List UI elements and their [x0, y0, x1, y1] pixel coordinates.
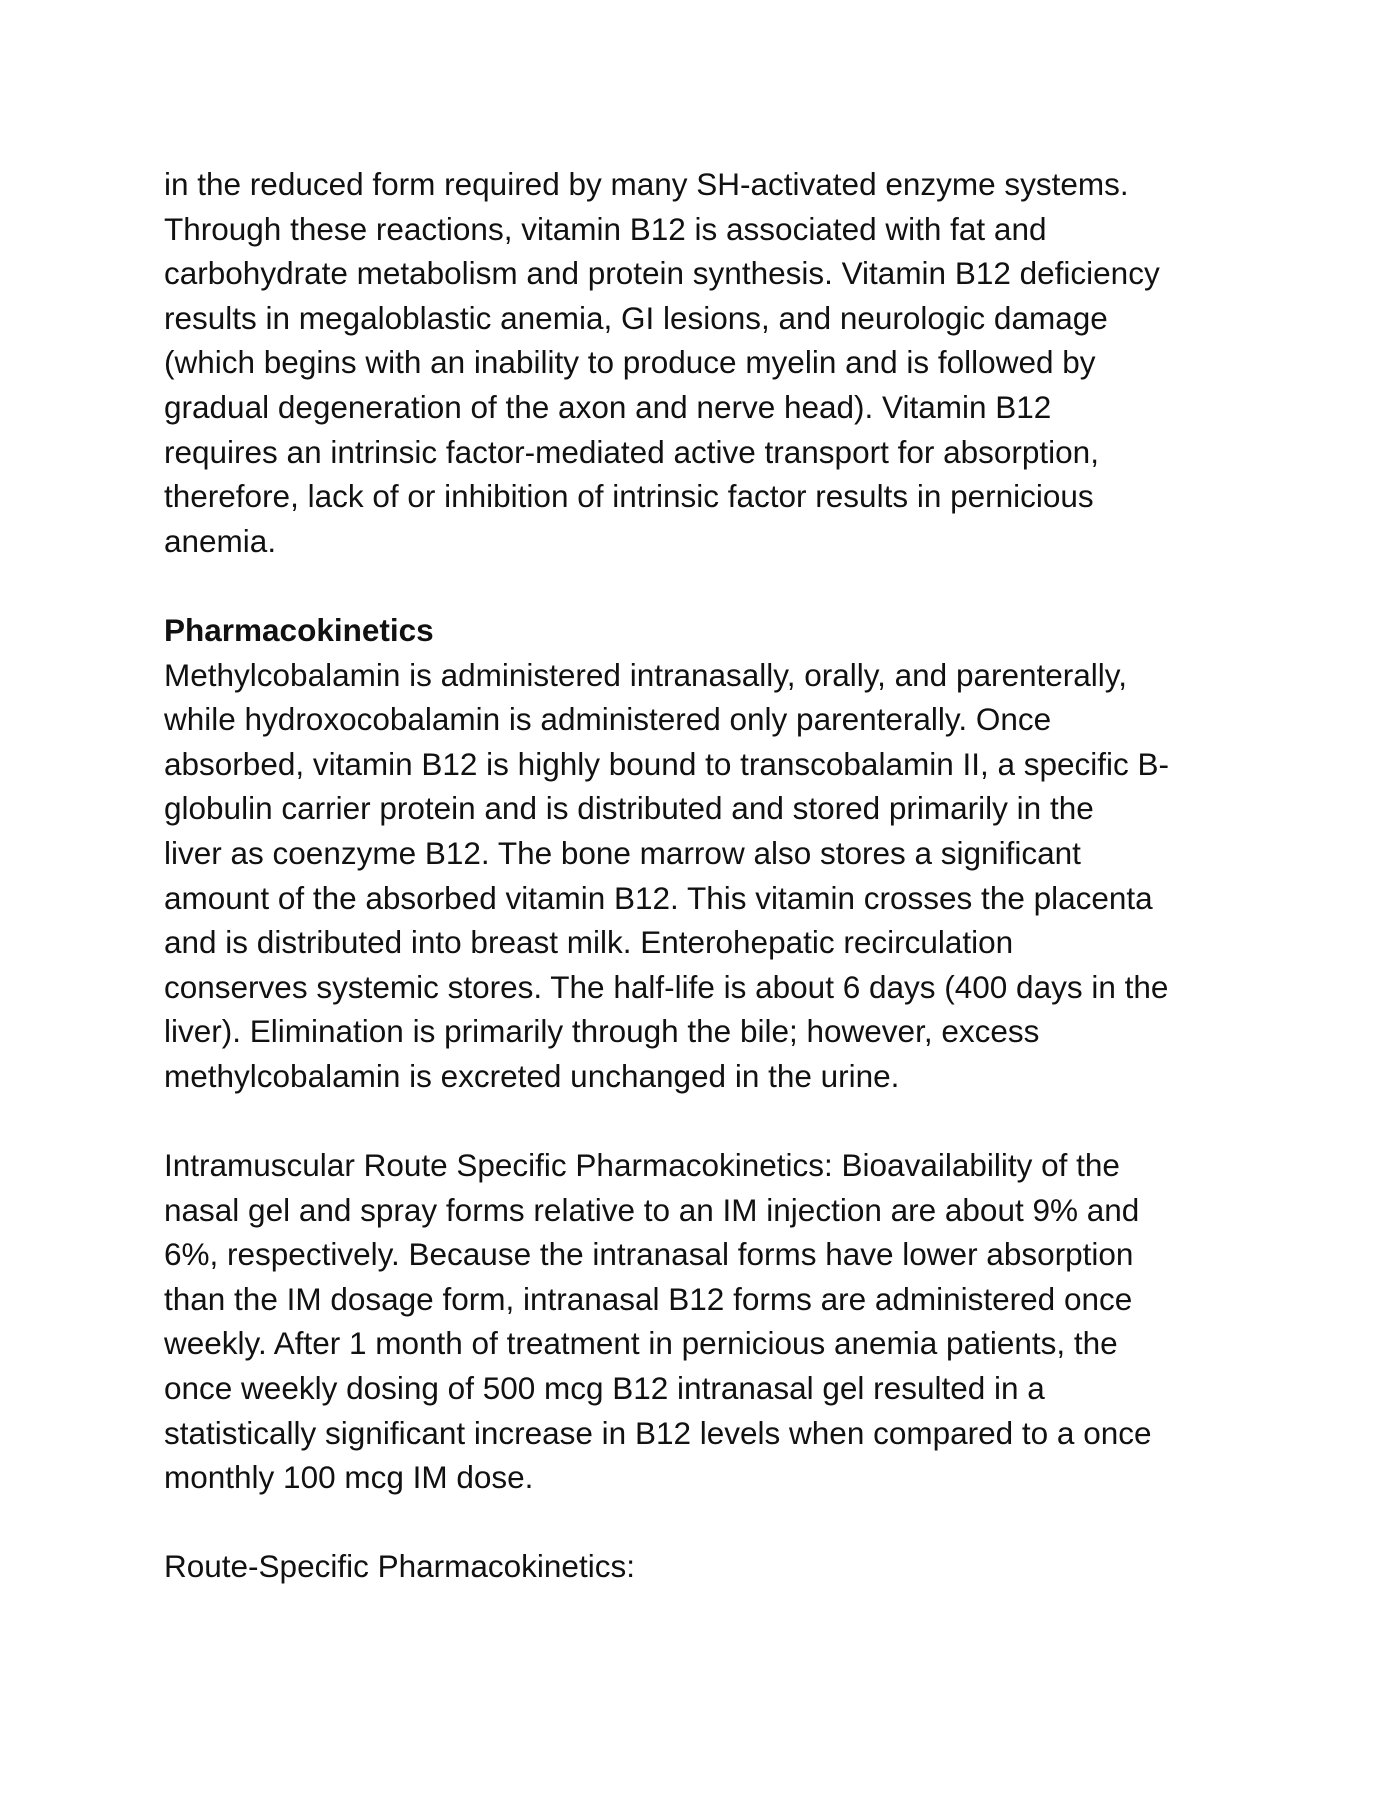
text-line: 6%, respectively. Because the intranasal forms have lower absorption — [164, 1236, 1134, 1273]
text-line: nasal gel and spray forms relative to an IM injection are about 9% and — [164, 1191, 1140, 1228]
paragraph-intramuscular — [164, 1143, 1244, 1500]
text-line: Through these reactions, vitamin B12 is associated with fat and — [164, 210, 1047, 247]
paragraph-spacer — [164, 563, 1244, 608]
text-line: amount of the absorbed vitamin B12. This vitamin crosses the placenta — [164, 879, 1153, 916]
text-line: statistically significant increase in B12 levels when compared to a once — [164, 1414, 1152, 1451]
paragraph-mechanism — [164, 162, 1244, 563]
document-page — [164, 162, 1244, 1589]
text-line: than the IM dosage form, intranasal B12 forms are administered once — [164, 1280, 1133, 1317]
text-line: Methylcobalamin is administered intranasally, orally, and parenterally, — [164, 656, 1127, 693]
text-line: and is distributed into breast milk. Enterohepatic recirculation — [164, 924, 1014, 961]
text-line: liver as coenzyme B12. The bone marrow also stores a significant — [164, 834, 1081, 871]
section-heading-pharmacokinetics: Pharmacokinetics — [164, 611, 434, 648]
paragraph-spacer — [164, 1500, 1244, 1545]
text-line: carbohydrate metabolism and protein synthesis. Vitamin B12 deficiency — [164, 255, 1160, 292]
text-line: Intramuscular Route Specific Pharmacokinetics: Bioavailability of the — [164, 1147, 1120, 1184]
paragraph-spacer — [164, 1098, 1244, 1143]
text-line: liver). Elimination is primarily through the bile; however, excess — [164, 1013, 1040, 1050]
text-line: conserves systemic stores. The half-life is about 6 days (400 days in the — [164, 968, 1169, 1005]
text-line: results in megaloblastic anemia, GI lesions, and neurologic damage — [164, 299, 1108, 336]
paragraph-pharmacokinetics — [164, 653, 1244, 1099]
text-line: methylcobalamin is excreted unchanged in the urine. — [164, 1057, 900, 1094]
text-line: weekly. After 1 month of treatment in pernicious anemia patients, the — [164, 1325, 1118, 1362]
text-line: therefore, lack of or inhibition of intrinsic factor results in pernicious — [164, 478, 1094, 515]
text-line: (which begins with an inability to produce myelin and is followed by — [164, 344, 1096, 381]
text-line: once weekly dosing of 500 mcg B12 intranasal gel resulted in a — [164, 1370, 1045, 1407]
text-line: gradual degeneration of the axon and nerve head). Vitamin B12 — [164, 388, 1052, 425]
text-line: while hydroxocobalamin is administered only parenterally. Once — [164, 701, 1052, 738]
text-line: requires an intrinsic factor-mediated active transport for absorption, — [164, 433, 1099, 470]
text-line: absorbed, vitamin B12 is highly bound to transcobalamin II, a specific B- — [164, 745, 1170, 782]
text-line: monthly 100 mcg IM dose. — [164, 1459, 534, 1496]
route-specific-heading: Route-Specific Pharmacokinetics: — [164, 1548, 635, 1585]
text-line: in the reduced form required by many SH-activated enzyme systems. — [164, 166, 1129, 202]
text-line: anemia. — [164, 522, 277, 559]
text-line: globulin carrier protein and is distributed and stored primarily in the — [164, 790, 1094, 827]
